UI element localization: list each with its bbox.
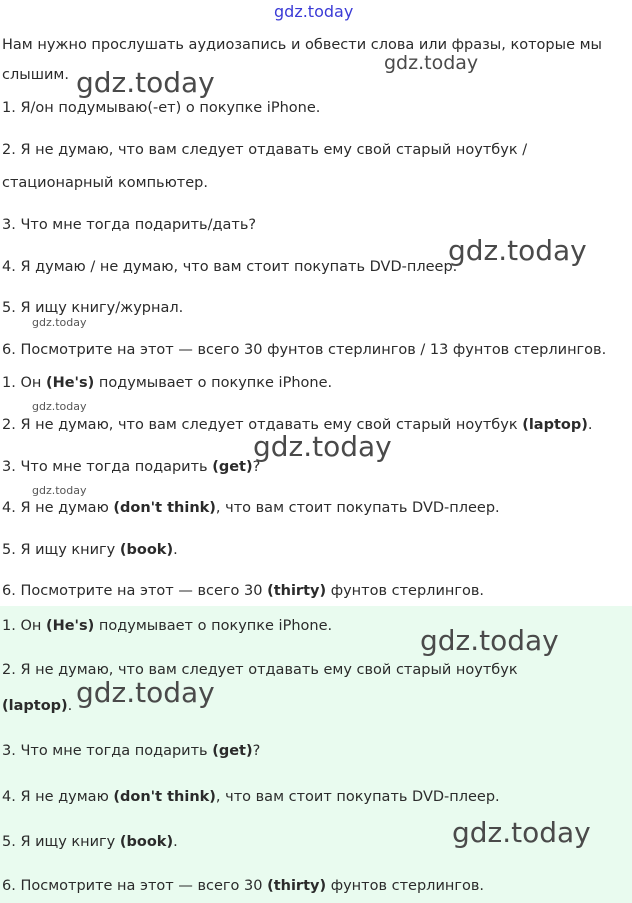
watermark: gdz.today	[32, 400, 87, 413]
answer-line-3: 3. Что мне тогда подарить (get)?	[2, 459, 261, 475]
watermark: gdz.today	[76, 66, 215, 99]
panel-answer-line-5: 5. Я ищу книгу (book).	[2, 834, 178, 850]
watermark: gdz.today	[384, 52, 479, 74]
panel-answer-line-1: 1. Он (He's) подумывает о покупке iPhone.	[2, 618, 333, 634]
watermark: gdz.today	[32, 316, 87, 329]
intro-line-2: слышим.	[2, 67, 69, 83]
exercise-line-2-cont: стационарный компьютер.	[2, 175, 208, 191]
panel-answer-line-6: 6. Посмотрите на этот — всего 30 (thirty) фунтов стерлингов.	[2, 878, 484, 894]
answer-line-4: 4. Я не думаю (don't think), что вам стоит покупать DVD-плеер.	[2, 500, 500, 516]
exercise-line-5: 5. Я ищу книгу/журнал.	[2, 300, 184, 316]
site-logo[interactable]: gdz.today	[274, 2, 354, 21]
panel-answer-line-4: 4. Я не думаю (don't think), что вам стоит покупать DVD-плеер.	[2, 789, 500, 805]
answer-line-6: 6. Посмотрите на этот — всего 30 (thirty) фунтов стерлингов.	[2, 583, 484, 599]
exercise-line-4: 4. Я думаю / не думаю, что вам стоит покупать DVD-плеер.	[2, 259, 458, 275]
panel-answer-line-3: 3. Что мне тогда подарить (get)?	[2, 743, 261, 759]
panel-answer-line-2-cont: (laptop).	[2, 698, 73, 714]
watermark: gdz.today	[452, 816, 591, 849]
exercise-line-6: 6. Посмотрите на этот — всего 30 фунтов стерлингов / 13 фунтов стерлингов.	[2, 342, 607, 358]
exercise-line-1: 1. Я/он подумываю(-ет) о покупке iPhone.	[2, 100, 321, 116]
watermark: gdz.today	[32, 484, 87, 497]
exercise-line-3: 3. Что мне тогда подарить/дать?	[2, 217, 257, 233]
answer-line-1: 1. Он (He's) подумывает о покупке iPhone.	[2, 375, 333, 391]
intro-line-1: Нам нужно прослушать аудиозапись и обвести слова или фразы, которые мы	[2, 37, 602, 53]
answer-line-2: 2. Я не думаю, что вам следует отдавать ему свой старый ноутбук (laptop).	[2, 417, 593, 433]
panel-answer-line-2: 2. Я не думаю, что вам следует отдавать ему свой старый ноутбук	[2, 662, 518, 678]
watermark: gdz.today	[76, 676, 215, 709]
watermark: gdz.today	[253, 430, 392, 463]
exercise-line-2: 2. Я не думаю, что вам следует отдавать ему свой старый ноутбук /	[2, 142, 528, 158]
answer-line-5: 5. Я ищу книгу (book).	[2, 542, 178, 558]
watermark: gdz.today	[448, 234, 587, 267]
watermark: gdz.today	[420, 624, 559, 657]
